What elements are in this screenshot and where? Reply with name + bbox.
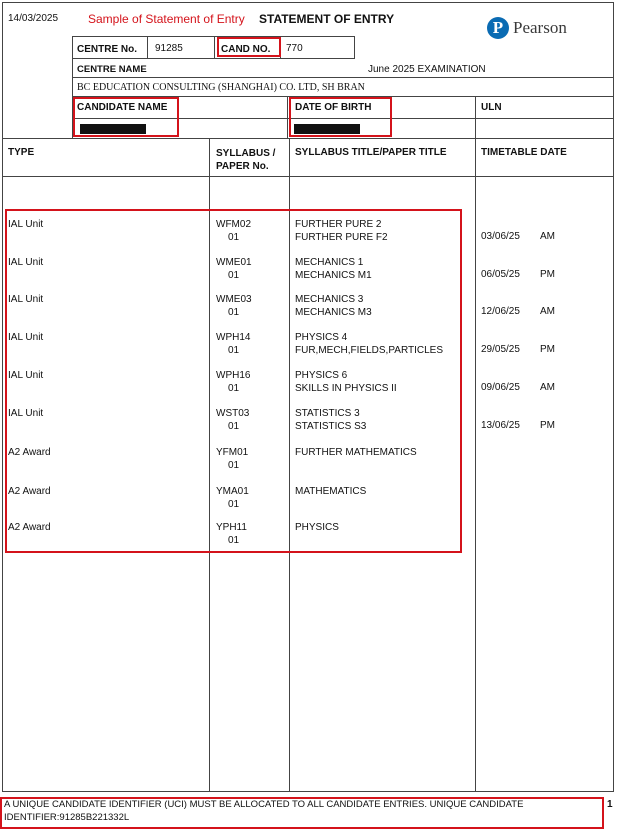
- grid-line: [147, 36, 148, 58]
- entry-date: 06/05/25: [481, 269, 520, 280]
- highlight-entries: [5, 209, 462, 553]
- entry-code: WPH14: [216, 332, 251, 343]
- col-syllabus-line1: SYLLABUS /: [216, 148, 276, 159]
- col-syllabus: [216, 147, 275, 173]
- entry-date: 09/06/25: [481, 382, 520, 393]
- cand-no-value: 770: [286, 43, 303, 54]
- entry-session: AM: [540, 382, 555, 393]
- entry-paper: 01: [228, 383, 240, 394]
- grid-line: [72, 58, 355, 59]
- highlight-date-of-birth: [289, 97, 392, 137]
- footer-line1: A UNIQUE CANDIDATE IDENTIFIER (UCI) MUST BE ALLOCATED TO ALL CANDIDATE ENTRIES. UNIQUE CANDIDATE: [4, 799, 524, 810]
- entry-paper: 01: [228, 499, 240, 510]
- centre-no-value: 91285: [155, 43, 183, 54]
- entry-paper: 01: [228, 345, 240, 356]
- dob-label: DATE OF BIRTH: [295, 102, 372, 113]
- entry-date: 03/06/25: [481, 231, 520, 242]
- entry-code: WFM02: [216, 219, 251, 230]
- entry-date: 29/05/25: [481, 344, 520, 355]
- entry-paper: 01: [228, 535, 240, 546]
- document-title: STATEMENT OF ENTRY: [259, 12, 395, 26]
- centre-name-label: CENTRE NAME: [77, 64, 147, 75]
- entry-code: WST03: [216, 408, 250, 419]
- highlight-candidate-name: [73, 97, 179, 137]
- grid-line: [354, 36, 355, 58]
- entry-type: A2 Award: [8, 522, 51, 533]
- entry-type: IAL Unit: [8, 370, 44, 381]
- pearson-logo: [487, 17, 567, 39]
- entry-code: WPH16: [216, 370, 251, 381]
- entry-title1: PHYSICS 4: [295, 332, 348, 343]
- cand-no-label: CAND NO.: [221, 44, 271, 55]
- pearson-wordmark: Pearson: [513, 18, 567, 37]
- centre-no-label: CENTRE No.: [77, 44, 137, 55]
- entry-type: IAL Unit: [8, 294, 44, 305]
- entry-title2: FUR,MECH,FIELDS,PARTICLES: [295, 345, 443, 356]
- entry-paper: 01: [228, 460, 240, 471]
- entry-type: IAL Unit: [8, 219, 44, 230]
- entry-type: IAL Unit: [8, 332, 44, 343]
- entry-session: PM: [540, 269, 555, 280]
- entry-title2: MECHANICS M3: [295, 307, 372, 318]
- entry-paper: 01: [228, 307, 240, 318]
- grid-line: [214, 36, 215, 58]
- centre-name-value: BC EDUCATION CONSULTING (SHANGHAI) CO. LTD, SH BRAN: [77, 82, 365, 93]
- entry-title1: STATISTICS 3: [295, 408, 360, 419]
- col-syllabus-line2: PAPER No.: [216, 161, 269, 172]
- entry-session: PM: [540, 344, 555, 355]
- footer-line2: IDENTIFIER:91285B221332L: [4, 812, 130, 823]
- entry-session: AM: [540, 231, 555, 242]
- exam-series: June 2025 EXAMINATION: [368, 64, 486, 75]
- entry-title1: FURTHER PURE 2: [295, 219, 382, 230]
- entry-type: A2 Award: [8, 447, 51, 458]
- column-line: [475, 138, 476, 792]
- entry-code: YMA01: [216, 486, 249, 497]
- entry-paper: 01: [228, 232, 240, 243]
- entry-session: AM: [540, 306, 555, 317]
- entry-code: WME03: [216, 294, 252, 305]
- entry-title1: MECHANICS 3: [295, 294, 364, 305]
- entry-title2: STATISTICS S3: [295, 421, 367, 432]
- entry-title2: SKILLS IN PHYSICS II: [295, 383, 397, 394]
- column-header-divider: [2, 176, 614, 177]
- entry-paper: 01: [228, 270, 240, 281]
- entry-session: PM: [540, 420, 555, 431]
- col-title: SYLLABUS TITLE/PAPER TITLE: [295, 147, 447, 158]
- entry-title2: FURTHER PURE F2: [295, 232, 388, 243]
- entry-type: A2 Award: [8, 486, 51, 497]
- entry-code: YFM01: [216, 447, 249, 458]
- entry-title1: PHYSICS 6: [295, 370, 348, 381]
- entry-title1: MATHEMATICS: [295, 486, 367, 497]
- grid-line: [287, 96, 288, 138]
- entry-title2: MECHANICS M1: [295, 270, 372, 281]
- grid-line: [72, 77, 614, 78]
- col-timetable: TIMETABLE DATE: [481, 147, 567, 158]
- entry-date: 13/06/25: [481, 420, 520, 431]
- entry-type: IAL Unit: [8, 257, 44, 268]
- col-type: TYPE: [8, 147, 35, 158]
- pearson-p-icon: P: [487, 17, 509, 39]
- highlight-cand-no: [217, 37, 281, 57]
- entry-paper: 01: [228, 421, 240, 432]
- entry-date: 12/06/25: [481, 306, 520, 317]
- sample-label: Sample of Statement of Entry: [88, 12, 245, 26]
- header-divider: [2, 138, 614, 139]
- entry-title1: PHYSICS: [295, 522, 339, 533]
- candidate-name-label: CANDIDATE NAME: [77, 102, 168, 113]
- uln-label: ULN: [481, 102, 502, 113]
- grid-line: [475, 96, 476, 138]
- entry-title1: FURTHER MATHEMATICS: [295, 447, 417, 458]
- entry-title1: MECHANICS 1: [295, 257, 364, 268]
- page-number: 1: [607, 799, 613, 810]
- issue-date: 14/03/2025: [8, 13, 59, 24]
- entry-type: IAL Unit: [8, 408, 44, 419]
- entry-code: YPH11: [216, 522, 247, 533]
- entry-code: WME01: [216, 257, 252, 268]
- highlight-uci: [0, 797, 604, 829]
